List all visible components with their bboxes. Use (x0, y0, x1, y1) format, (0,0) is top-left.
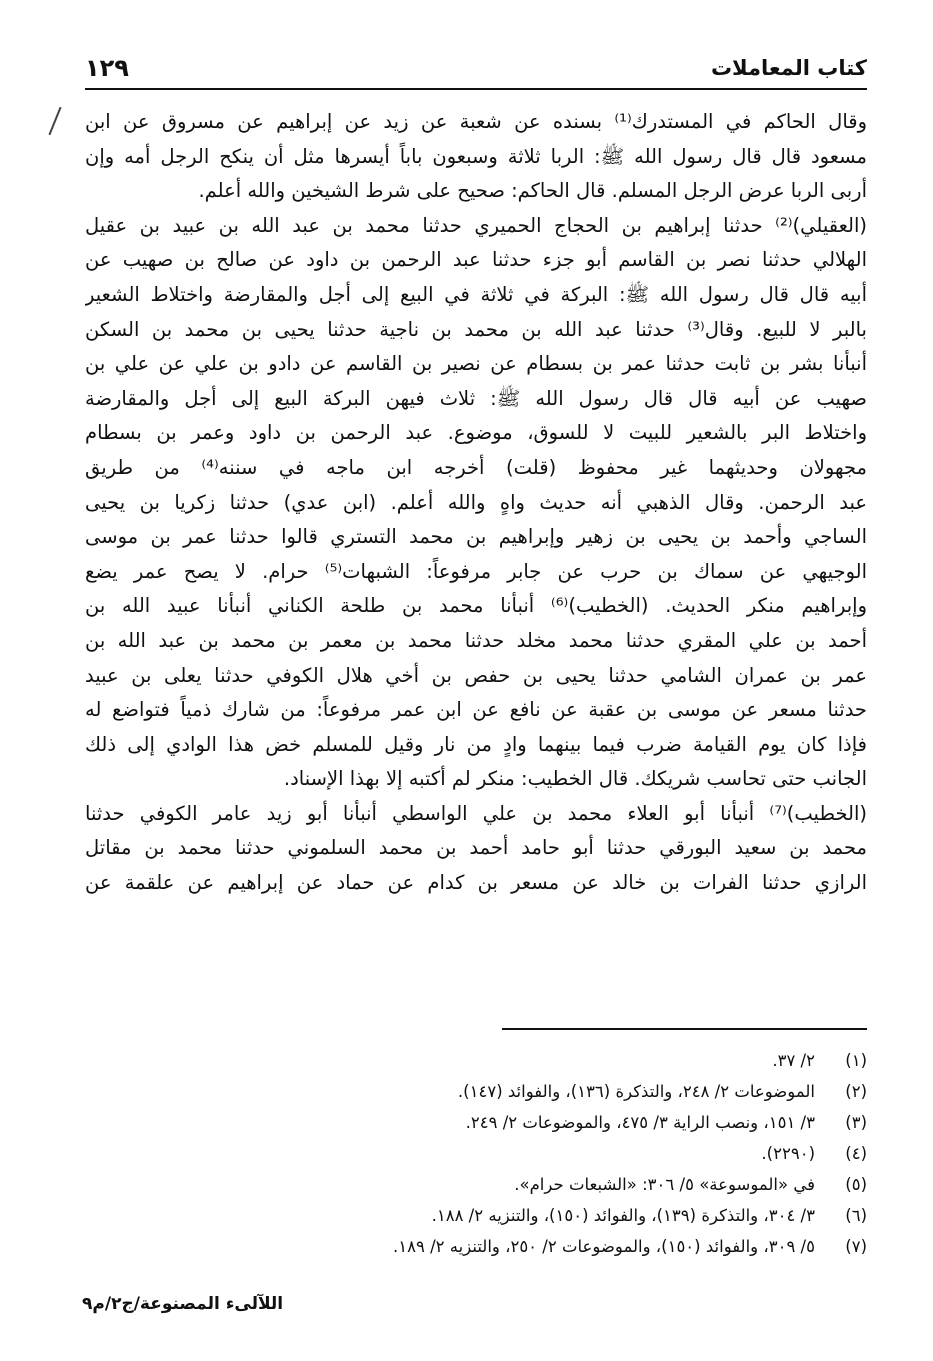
text-line: الوجيهي عن سماك بن حرب عن جابر مرفوعاً: الشبهات⁽⁵⁾ حرام. لا يصح عمر يضع (85, 559, 867, 583)
footnote-text: ٣/ ٣٠٤، والتذكرة (١٣٩)، والفوائد (١٥٠)، والتنزيه ٢/ ١٨٨. (431, 1206, 815, 1225)
footnote (200, 1076, 867, 1107)
footnote-number: (٥) (845, 1175, 867, 1194)
footnote-number: (١) (845, 1051, 867, 1070)
text-line: عمر بن عمران الشامي حدثنا يحيى بن حفص بن أخي هلال الكوفي حدثنا يعلى بن عبيد (85, 663, 867, 687)
text-line: (العقيلي)⁽²⁾ حدثنا إبراهيم بن الحجاج الحميري حدثنا محمد بن عبد الله بن عبيد بن عقيل (85, 213, 867, 237)
text-line: أنبأنا بشر بن ثابت حدثنا عمر بن بسطام عن نصير بن القاسم عن دادو بن علي عن علي بن (85, 352, 867, 376)
text-line: الرازي حدثنا الفرات بن خالد عن مسعر بن كدام عن حماد عن إبراهيم عن علقمة عن (85, 871, 867, 895)
footnote-number: (٧) (845, 1237, 867, 1256)
text-line: الساجي وأحمد بن يحيى بن زهير وإبراهيم بن محمد التستري قالوا حدثنا عمر بن موسى (85, 525, 867, 549)
text-line: محمد بن سعيد البورقي حدثنا أبو حامد أحمد بن محمد السلموني حدثنا محمد بن مقاتل (85, 836, 867, 860)
text-line: أربى الربا عرض الرجل المسلم. قال الحاكم: صحيح على شرط الشيخين والله أعلم. (198, 179, 867, 203)
footnote (200, 1200, 867, 1231)
footnote-text: ٣/ ١٥١، ونصب الراية ٣/ ٤٧٥، والموضوعات ٢/ ٢٤٩. (465, 1113, 815, 1132)
footnote-number: (٦) (845, 1206, 867, 1225)
text-line: مسعود قال قال رسول الله ﷺ: الربا ثلاثة وسبعون باباً أيسرها مثل أن ينكح الرجل أمه وإن (85, 144, 867, 168)
footnote-number: (٤) (845, 1144, 867, 1163)
text-line: وإبراهيم منكر الحديث. (الخطيب)⁽⁶⁾ أنبأنا محمد بن طلحة الكناني أنبأنا عبيد الله بن (85, 594, 867, 618)
footnote-separator (502, 1028, 867, 1030)
footnote-number: (٢) (845, 1082, 867, 1101)
footnote-text: في «الموسوعة» ٥/ ٣٠٦: «الشبعات حرام». (514, 1175, 815, 1194)
main-text (85, 105, 867, 901)
footnote (200, 1107, 867, 1138)
footnote-text: الموضوعات ٢/ ٢٤٨، والتذكرة (١٣٦)، والفوائد (١٤٧). (457, 1082, 815, 1101)
footnote-text: (٢٢٩٠). (761, 1144, 815, 1163)
footnote-text: ٥/ ٣٠٩، والفوائد (١٥٠)، والموضوعات ٢/ ٢٥٠، والتنزيه ٢/ ١٨٩. (393, 1237, 815, 1256)
text-line: صهيب عن أبيه قال قال رسول الله ﷺ: ثلاث فيهن البركة البيع إلى أجل والمقارضة (85, 386, 867, 410)
text-line: مجهولان وحديثهما غير محفوظ (قلت) أخرجه ابن ماجه في سننه⁽⁴⁾ من طريق (85, 455, 867, 479)
footnote-number: (٣) (845, 1113, 867, 1132)
page-number: ١٢٩ (85, 54, 129, 82)
text-line: فإذا كان يوم القيامة ضرب فيما بينهما وادٍ من نار وقيل للمسلم خض هذا الوادي إلى ذلك (85, 732, 867, 756)
footnote (200, 1138, 867, 1169)
text-line: أحمد بن علي المقري حدثنا محمد مخلد حدثنا محمد بن معمر بن محمد بن عبد الله بن (85, 628, 867, 652)
margin-mark (48, 107, 61, 136)
text-line: حدثنا مسعر عن موسى بن عقبة عن نافع عن ابن عمر مرفوعاً: من شارك ذمياً فتواضع له (85, 698, 867, 722)
text-line: أبيه قال قال رسول الله ﷺ: البركة في ثلاثة في البيع إلى أجل والمقارضة واختلاط الشعير (85, 282, 867, 306)
text-line: الجانب حتى تحاسب شريكك. قال الخطيب: منكر لم أكتبه إلا بهذا الإسناد. (283, 767, 867, 791)
footnote (200, 1045, 867, 1076)
text-line: الهلالي حدثنا نصر بن القاسم أبو جزء حدثنا عبد الرحمن بن داود عن صالح بن صهيب عن (85, 248, 867, 272)
text-line: واختلاط البر بالشعير للبيت لا للسوق، موضوع. عبد الرحمن بن داود وعمر بن بسطام (85, 421, 867, 445)
page-header (85, 48, 867, 90)
text-line: (الخطيب)⁽⁷⁾ أنبأنا أبو العلاء محمد بن علي الواسطي أنبأنا أبو زيد عامر الكوفي حدثنا (85, 801, 867, 825)
footnotes (200, 1045, 867, 1262)
text-line: وقال الحاكم في المستدرك⁽¹⁾ بسنده عن شعبة عن زيد عن إبراهيم عن مسروق عن ابن (85, 110, 867, 133)
footnote-text: ٢/ ٣٧. (772, 1051, 815, 1070)
footnote (200, 1231, 867, 1262)
chapter-title: كتاب المعاملات (710, 56, 867, 80)
signature-mark: اللآلىء المصنوعة/ج٢/م٩ (82, 1294, 284, 1314)
footnote (200, 1169, 867, 1200)
text-line: بالبر لا للبيع. وقال⁽³⁾ حدثنا عبد الله بن محمد بن ناجية حدثنا يحيى بن محمد بن السكن (85, 317, 867, 341)
text-line: عبد الرحمن. وقال الذهبي أنه حديث واهٍ والله أعلم. (ابن عدي) حدثنا زكريا بن يحيى (85, 490, 867, 514)
